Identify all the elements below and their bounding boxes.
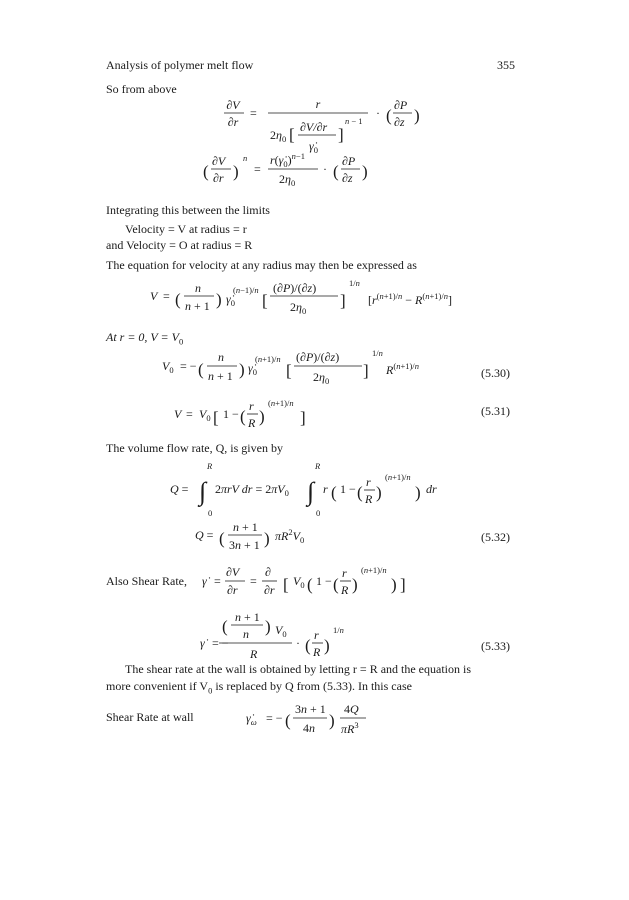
svg-text:dr: dr: [426, 482, 437, 496]
paragraph-integrating: Integrating this between the limits: [106, 203, 270, 217]
svg-text:(: (: [219, 529, 225, 548]
svg-text:): ): [391, 575, 397, 594]
svg-text:0: 0: [316, 508, 321, 518]
svg-text:∂r: ∂r: [264, 583, 275, 597]
svg-text:R: R: [313, 645, 321, 659]
svg-text:= −: = −: [180, 359, 197, 373]
limit-line-2: and Velocity = O at radius = R: [106, 238, 253, 252]
svg-text:n: n: [243, 153, 248, 163]
svg-text:∫: ∫: [307, 477, 315, 506]
equation-5-33: [0, 605, 629, 665]
paragraph-volume-flow: The volume flow rate, Q, is given by: [106, 441, 283, 455]
svg-text:∂V: ∂V: [226, 98, 240, 112]
svg-text:[: [: [289, 125, 295, 144]
svg-text:=: =: [254, 162, 261, 176]
svg-text:r: r: [323, 482, 328, 496]
label-also-shear-rate: Also Shear Rate,: [106, 574, 187, 588]
svg-text:1 −: 1 −: [316, 574, 332, 588]
svg-text:r: r: [315, 97, 321, 111]
svg-text:1/n: 1/n: [372, 348, 383, 358]
svg-text:(: (: [331, 483, 337, 502]
svg-text:1/n: 1/n: [349, 278, 360, 288]
svg-text:γ̇0: $\gammȧ_0$: [226, 292, 235, 308]
equation-dv-dr-power-n: [0, 150, 629, 200]
svg-text:∂z: ∂z: [342, 171, 353, 185]
svg-text:): ): [414, 106, 420, 125]
svg-text:=: =: [186, 407, 193, 421]
svg-text:n + 1: n + 1: [233, 520, 258, 534]
svg-text:): ): [376, 483, 382, 502]
svg-text:n: n: [243, 627, 249, 641]
svg-text:·: ·: [323, 162, 327, 176]
svg-text:n + 1: n + 1: [208, 369, 233, 383]
svg-text:(: (: [307, 575, 313, 594]
svg-text:2η0: $2\eta_0$: [270, 128, 287, 144]
svg-text:n: n: [195, 281, 201, 295]
svg-text:1 −: 1 −: [340, 482, 356, 496]
svg-text:r: r: [314, 628, 319, 642]
svg-text:= −: = −: [212, 636, 229, 650]
svg-text:∂r: ∂r: [227, 583, 238, 597]
svg-text:(: (: [333, 162, 339, 181]
svg-text:R: R: [248, 416, 256, 430]
svg-text:(: (: [240, 407, 246, 426]
svg-text:(: (: [203, 162, 209, 181]
svg-text:4Q: 4Q: [344, 702, 359, 716]
svg-text:=: =: [250, 574, 257, 588]
equation-5-30: [0, 345, 629, 395]
svg-text:∂z: ∂z: [394, 115, 405, 129]
svg-text:]: ]: [340, 291, 346, 310]
svg-text:R: R: [207, 461, 213, 471]
svg-text:n + 1: n + 1: [235, 610, 260, 624]
page-number: 355: [497, 58, 515, 72]
svg-text:∂P: ∂P: [394, 98, 408, 112]
svg-text:(: (: [386, 106, 392, 125]
paragraph-wall-shear-line2: more convenient if $V_0$ is replaced by Q from (5.33). In this case: [106, 679, 412, 696]
svg-text:): ): [216, 290, 222, 309]
svg-text:=: =: [250, 106, 257, 120]
condition-r-zero: At r = 0, $V = V_0$: [106, 330, 184, 347]
svg-text:γ̇0: $\gammȧ_0$: [248, 361, 257, 377]
svg-text:R: R: [250, 647, 258, 661]
svg-text:r: r: [249, 399, 254, 413]
svg-text:V: V: [174, 407, 182, 421]
svg-text:[: [: [283, 575, 289, 594]
svg-text:·: ·: [296, 636, 300, 650]
svg-text:2η0: $2\eta_0$: [313, 370, 330, 386]
svg-text:): ): [264, 529, 270, 548]
label-shear-rate-at-wall: Shear Rate at wall: [106, 710, 194, 724]
svg-text:∂r: ∂r: [227, 115, 239, 129]
running-title: Analysis of polymer melt flow: [106, 58, 254, 72]
svg-text:R(n+1)/n: $R^{(n+1)/n}$: [386, 361, 419, 377]
svg-text:n + 1: n + 1: [185, 299, 210, 313]
equation-5-32: [0, 515, 629, 559]
svg-text:r: r: [366, 475, 371, 489]
svg-text:): ): [259, 407, 265, 426]
svg-text:n − 1: n − 1: [345, 116, 363, 126]
svg-text:3n + 1: 3n + 1: [295, 702, 326, 716]
equation-number-5-32: (5.32): [481, 530, 510, 544]
svg-text:∂V: ∂V: [212, 154, 226, 168]
svg-text:1 −: 1 −: [223, 407, 239, 421]
svg-text:R: R: [341, 583, 349, 597]
svg-text:]: ]: [363, 361, 369, 380]
paragraph-wall-shear-line1: The shear rate at the wall is obtained by letting r = R and the equation is: [125, 662, 472, 676]
svg-text:(n+1)/n: (n+1)/n: [361, 565, 387, 575]
equation-shear-rate: [0, 560, 629, 605]
svg-text:V0: $V_0$: [275, 623, 287, 639]
svg-text:πR3: $\pi R^3$: [341, 720, 359, 736]
svg-text:∫: ∫: [199, 477, 207, 506]
svg-text:(n−1)/n: (n−1)/n: [233, 285, 259, 295]
svg-text:πR2V0: $\pi R^2V_0$: [275, 527, 305, 545]
svg-text:2η0: $2\eta_0$: [279, 172, 296, 188]
svg-text:(∂P)/(∂z): (∂P)/(∂z): [296, 350, 340, 364]
svg-text:[: [: [286, 361, 292, 380]
svg-text:): ): [415, 483, 421, 502]
svg-text:): ): [329, 711, 335, 730]
svg-text:R: R: [365, 492, 373, 506]
svg-text:=: =: [163, 289, 170, 303]
svg-text:3n + 1: 3n + 1: [229, 538, 260, 552]
svg-text:2πrV dr = 2πV0: 2πrV dr = $2\pi V_0$: [215, 482, 289, 498]
paragraph-velocity-expression: The equation for velocity at any radius may then be expressed as: [106, 258, 417, 272]
svg-text:(: (: [175, 290, 181, 309]
svg-text:V: V: [150, 289, 158, 303]
svg-text:n: n: [218, 350, 224, 364]
svg-text:(: (: [198, 360, 204, 379]
svg-text:r(γ̇0)n−1: $r(\gammȧ_0)^{n-1}$: [270, 151, 305, 169]
equation-5-31: [0, 393, 629, 441]
svg-text:γ̇0: $\gammȧ_0$: [309, 139, 318, 155]
svg-text:∂P: ∂P: [342, 154, 356, 168]
svg-text:): ): [352, 575, 358, 594]
svg-text:·: ·: [376, 106, 380, 120]
svg-text:∂: ∂: [265, 565, 271, 579]
svg-text:(: (: [357, 483, 363, 502]
svg-text:): ): [239, 360, 245, 379]
svg-text:): ): [324, 636, 330, 655]
svg-text:2η0: $2\eta_0$: [290, 300, 307, 316]
svg-text:γ̇: γ̇: [200, 636, 205, 650]
equation-number-5-31: (5.31): [481, 404, 510, 418]
svg-text:r: r: [342, 566, 347, 580]
svg-text:=: =: [214, 574, 221, 588]
svg-text:]: ]: [400, 575, 406, 594]
svg-text:(n+1)/n: (n+1)/n: [255, 354, 281, 364]
svg-text:γ̇ω: $\gammȧ_\omega$: [246, 711, 257, 727]
svg-text:V0: $V_0$: [199, 407, 211, 423]
svg-text:]: ]: [338, 125, 344, 144]
svg-text:(: (: [285, 711, 291, 730]
svg-text:0: 0: [208, 508, 213, 518]
equation-number-5-30: (5.30): [481, 366, 510, 380]
svg-text:(: (: [222, 617, 228, 636]
svg-text:]: ]: [300, 408, 306, 427]
svg-text:= −: = −: [266, 711, 283, 725]
svg-text:∂V/∂r: ∂V/∂r: [300, 120, 328, 134]
svg-text:): ): [233, 162, 239, 181]
svg-text:(: (: [305, 636, 311, 655]
equation-number-5-33: (5.33): [481, 639, 510, 653]
limit-line-1: Velocity = V at radius = r: [125, 222, 247, 236]
svg-text:V0: $V_0$: [293, 574, 305, 590]
svg-text:[: [: [213, 408, 219, 427]
svg-text:(: (: [333, 575, 339, 594]
svg-text:∂r: ∂r: [213, 171, 224, 185]
svg-text:Q =: Q =: [170, 482, 189, 496]
svg-text:[r(n+1)/n − R(n+1)/n]: $[r^{(n+1)/n} - R^{(n+1)/n}]$: [368, 291, 452, 307]
svg-text:(n+1)/n: (n+1)/n: [385, 472, 411, 482]
svg-text:(∂P)/(∂z): (∂P)/(∂z): [273, 281, 317, 295]
paragraph-so-from-above: So from above: [106, 82, 177, 96]
svg-text:R: R: [315, 461, 321, 471]
svg-text:[: [: [262, 291, 268, 310]
svg-text:∂V: ∂V: [226, 565, 240, 579]
svg-text:(n+1)/n: (n+1)/n: [268, 398, 294, 408]
svg-text:Q =: Q =: [195, 528, 214, 542]
svg-text:1/n: 1/n: [333, 625, 344, 635]
svg-text:): ): [362, 162, 368, 181]
equation-velocity-profile: [0, 276, 629, 326]
svg-text:4n: 4n: [303, 721, 315, 735]
svg-text:γ̇: γ̇: [202, 574, 207, 588]
equation-wall-shear-rate: [0, 694, 629, 739]
equation-flow-integral: [0, 458, 629, 523]
svg-text:V0: $V_0$: [162, 359, 174, 375]
svg-text:): ): [265, 617, 271, 636]
